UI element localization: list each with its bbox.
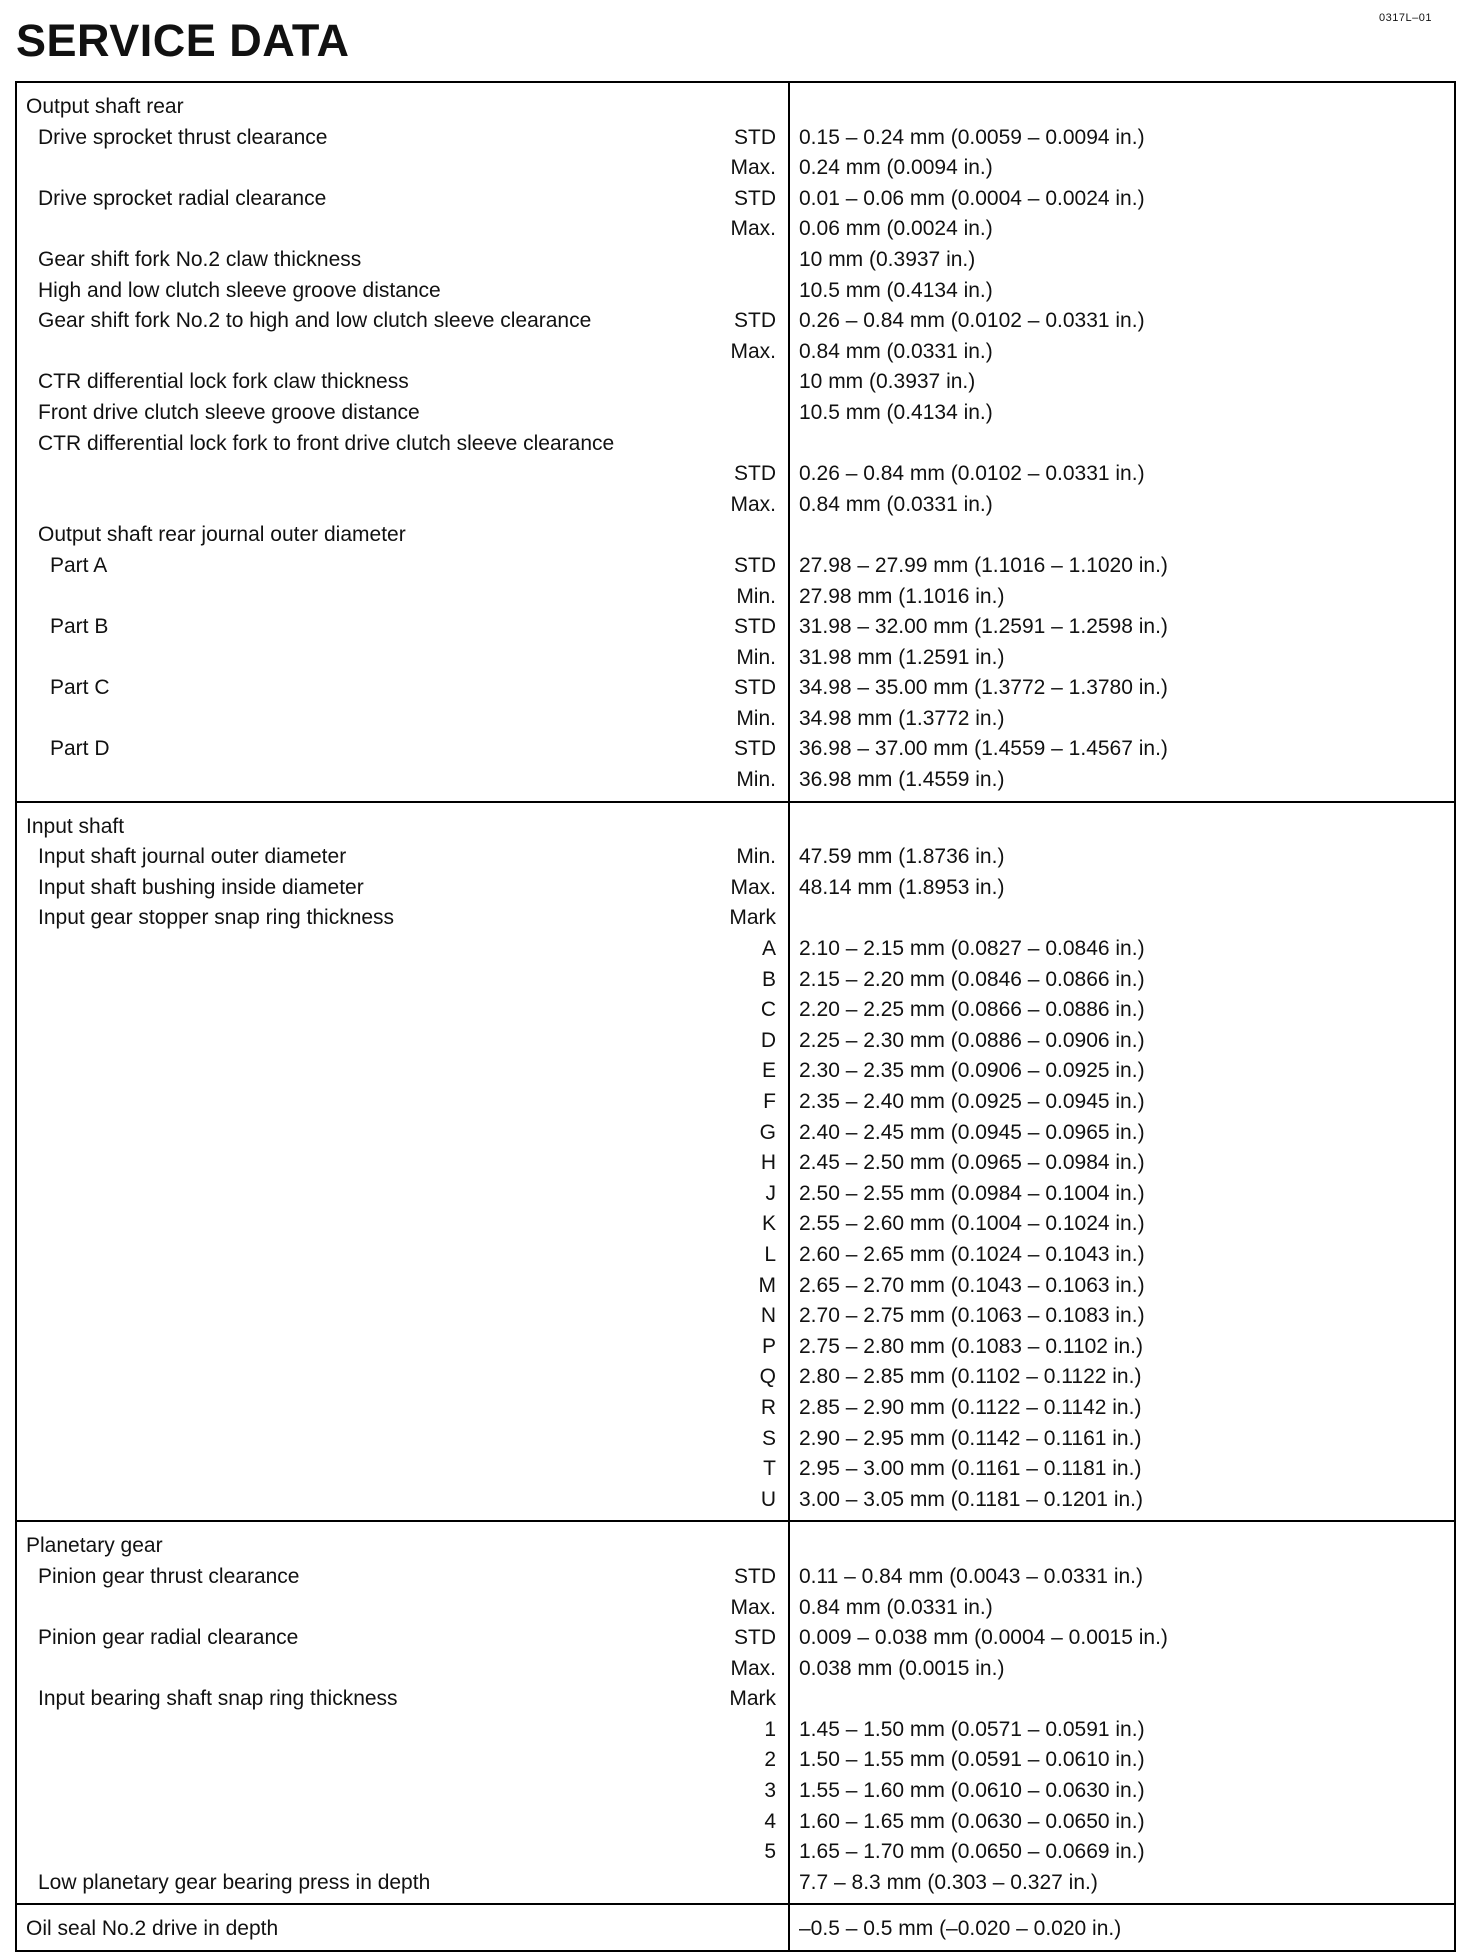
spec-qualifier: STD xyxy=(734,737,776,761)
spec-section xyxy=(17,803,1454,1523)
spec-row xyxy=(17,812,788,843)
spec-qualifier: STD xyxy=(734,309,776,333)
spec-qualifier: K xyxy=(761,1212,776,1236)
spec-row xyxy=(17,1118,788,1149)
spec-label xyxy=(17,459,698,490)
spec-value: 0.15 – 0.24 mm (0.0059 – 0.0094 in.) xyxy=(799,125,1145,149)
spec-label xyxy=(17,1209,698,1240)
spec-value: 34.98 – 35.00 mm (1.3772 – 1.3780 in.) xyxy=(799,676,1168,700)
spec-qualifier: 5 xyxy=(764,1840,776,1864)
spec-label xyxy=(17,1301,698,1332)
spec-qualifier: H xyxy=(760,1151,776,1175)
spec-qualifier xyxy=(698,398,788,429)
spec-row xyxy=(17,734,788,765)
spec-qualifier xyxy=(698,1531,788,1562)
spec-label: Drive sprocket thrust clearance xyxy=(38,125,328,149)
spec-qualifier: C xyxy=(760,998,776,1022)
spec-row xyxy=(17,704,788,735)
spec-qualifier: D xyxy=(760,1028,776,1052)
spec-row xyxy=(17,1271,788,1302)
spec-values-column xyxy=(790,1522,1454,1903)
spec-qualifier: P xyxy=(761,1334,776,1358)
spec-qualifier xyxy=(698,520,788,551)
spec-value: 2.55 – 2.60 mm (0.1004 – 0.1024 in.) xyxy=(799,1212,1145,1236)
spec-qualifier: G xyxy=(759,1120,776,1144)
section-heading: Input shaft xyxy=(26,814,125,838)
spec-qualifier: STD xyxy=(734,186,776,210)
spec-row xyxy=(17,765,788,796)
spec-label xyxy=(17,995,698,1026)
spec-value: 31.98 mm (1.2591 in.) xyxy=(799,645,1005,669)
spec-row xyxy=(17,903,788,934)
section-heading: Planetary gear xyxy=(26,1534,163,1558)
spec-qualifier: L xyxy=(764,1242,776,1266)
spec-value: 0.038 mm (0.0015 in.) xyxy=(799,1656,1005,1680)
spec-row xyxy=(17,1332,788,1363)
spec-qualifier: STD xyxy=(734,1626,776,1650)
spec-value: 10 mm (0.3937 in.) xyxy=(799,370,976,394)
spec-value: 0.01 – 0.06 mm (0.0004 – 0.0024 in.) xyxy=(799,186,1145,210)
spec-qualifier: S xyxy=(761,1426,776,1450)
spec-label xyxy=(17,934,698,965)
spec-qualifier: Min. xyxy=(736,645,776,669)
spec-row xyxy=(17,1593,788,1624)
spec-label xyxy=(17,1807,698,1838)
spec-label: High and low clutch sleeve groove distance xyxy=(38,278,441,302)
spec-row xyxy=(17,582,788,613)
spec-label xyxy=(17,1593,698,1624)
spec-label xyxy=(17,337,698,368)
spec-label: Pinion gear thrust clearance xyxy=(38,1564,300,1588)
spec-label xyxy=(17,1485,698,1516)
spec-qualifier: 1 xyxy=(764,1717,776,1741)
spec-qualifier: Mark xyxy=(729,906,776,930)
spec-label xyxy=(17,1776,698,1807)
spec-value: –0.5 – 0.5 mm (–0.020 – 0.020 in.) xyxy=(799,1917,1122,1941)
service-data-table xyxy=(15,81,1456,1952)
spec-labels-column xyxy=(17,1522,790,1903)
spec-value: 1.55 – 1.60 mm (0.0610 – 0.0630 in.) xyxy=(799,1779,1145,1803)
spec-qualifier: U xyxy=(760,1487,776,1511)
spec-qualifier xyxy=(698,812,788,843)
spec-label: Low planetary gear bearing press in depth xyxy=(38,1870,431,1894)
spec-label xyxy=(17,765,698,796)
spec-value: 1.65 – 1.70 mm (0.0650 – 0.0669 in.) xyxy=(799,1840,1145,1864)
spec-label: Part B xyxy=(50,615,109,639)
spec-value: 2.95 – 3.00 mm (0.1161 – 0.1181 in.) xyxy=(799,1457,1142,1481)
spec-row xyxy=(17,520,788,551)
spec-row xyxy=(17,398,788,429)
spec-row xyxy=(17,1148,788,1179)
spec-row xyxy=(17,429,788,460)
spec-row xyxy=(17,276,788,307)
spec-value: 3.00 – 3.05 mm (0.1181 – 0.1201 in.) xyxy=(799,1487,1143,1511)
spec-row xyxy=(17,842,788,873)
spec-qualifier: STD xyxy=(734,462,776,486)
spec-qualifier: Min. xyxy=(736,768,776,792)
spec-label xyxy=(17,643,698,674)
spec-value: 2.20 – 2.25 mm (0.0866 – 0.0886 in.) xyxy=(799,998,1145,1022)
spec-row xyxy=(17,306,788,337)
spec-label xyxy=(17,1056,698,1087)
spec-value: 10.5 mm (0.4134 in.) xyxy=(799,278,993,302)
spec-label xyxy=(17,965,698,996)
spec-label xyxy=(17,1240,698,1271)
spec-value xyxy=(790,812,1454,843)
spec-value: 2.45 – 2.50 mm (0.0965 – 0.0984 in.) xyxy=(799,1151,1145,1175)
spec-qualifier xyxy=(698,429,788,460)
spec-row xyxy=(17,612,788,643)
spec-row xyxy=(17,1424,788,1455)
spec-value: 47.59 mm (1.8736 in.) xyxy=(799,845,1005,869)
spec-row xyxy=(17,1485,788,1516)
spec-qualifier: 3 xyxy=(764,1779,776,1803)
spec-row xyxy=(17,1776,788,1807)
spec-qualifier: T xyxy=(763,1457,776,1481)
spec-section xyxy=(17,1905,1454,1950)
spec-row xyxy=(17,1209,788,1240)
spec-value: 2.10 – 2.15 mm (0.0827 – 0.0846 in.) xyxy=(799,937,1145,961)
spec-label: Part A xyxy=(50,553,108,577)
spec-row xyxy=(17,1026,788,1057)
spec-label xyxy=(17,1332,698,1363)
spec-qualifier: F xyxy=(763,1090,776,1113)
spec-qualifier: STD xyxy=(734,1564,776,1588)
spec-value xyxy=(790,1531,1454,1562)
spec-value: 2.60 – 2.65 mm (0.1024 – 0.1043 in.) xyxy=(799,1242,1145,1266)
spec-labels-column xyxy=(17,803,790,1521)
section-heading: Output shaft rear xyxy=(26,95,184,118)
spec-qualifier: Max. xyxy=(730,339,776,363)
spec-value: 27.98 – 27.99 mm (1.1016 – 1.1020 in.) xyxy=(799,553,1168,577)
spec-value: 2.30 – 2.35 mm (0.0906 – 0.0925 in.) xyxy=(799,1059,1145,1083)
spec-label xyxy=(17,582,698,613)
spec-value: 0.009 – 0.038 mm (0.0004 – 0.0015 in.) xyxy=(799,1626,1168,1650)
spec-value: 1.60 – 1.65 mm (0.0630 – 0.0650 in.) xyxy=(799,1809,1145,1833)
spec-value: 10.5 mm (0.4134 in.) xyxy=(799,400,993,424)
spec-qualifier: STD xyxy=(734,615,776,639)
spec-row xyxy=(17,153,788,184)
spec-row xyxy=(17,1531,788,1562)
spec-row xyxy=(17,1914,788,1945)
spec-value: 27.98 mm (1.1016 in.) xyxy=(799,584,1005,608)
spec-qualifier: 4 xyxy=(764,1809,776,1833)
spec-labels-column xyxy=(17,1905,790,1950)
spec-value: 10 mm (0.3937 in.) xyxy=(799,247,976,271)
spec-value: 2.75 – 2.80 mm (0.1083 – 0.1102 in.) xyxy=(799,1334,1143,1358)
spec-label: Input gear stopper snap ring thickness xyxy=(38,906,395,930)
spec-qualifier: M xyxy=(758,1273,776,1297)
spec-value: 0.24 mm (0.0094 in.) xyxy=(799,156,993,180)
spec-row xyxy=(17,1684,788,1715)
section-heading: Oil seal No.2 drive in depth xyxy=(26,1917,279,1941)
spec-row xyxy=(17,1240,788,1271)
spec-label: Pinion gear radial clearance xyxy=(38,1626,299,1650)
spec-label: Front drive clutch sleeve groove distance xyxy=(38,400,420,424)
spec-label xyxy=(17,1118,698,1149)
spec-values-column xyxy=(790,803,1454,1521)
spec-value: 2.90 – 2.95 mm (0.1142 – 0.1161 in.) xyxy=(799,1426,1142,1450)
spec-row xyxy=(17,1745,788,1776)
spec-qualifier xyxy=(698,245,788,276)
spec-row xyxy=(17,214,788,245)
spec-row xyxy=(17,643,788,674)
spec-row xyxy=(17,965,788,996)
spec-label: Part C xyxy=(50,676,110,700)
spec-label: CTR differential lock fork claw thickness xyxy=(38,370,409,394)
spec-section xyxy=(17,1522,1454,1905)
spec-row xyxy=(17,459,788,490)
spec-value: 36.98 mm (1.4559 in.) xyxy=(799,768,1005,792)
spec-label xyxy=(17,1087,698,1118)
spec-labels-column xyxy=(17,83,790,801)
spec-label: Part D xyxy=(50,737,110,761)
spec-row xyxy=(17,1301,788,1332)
spec-value: 2.15 – 2.20 mm (0.0846 – 0.0866 in.) xyxy=(799,967,1145,991)
spec-qualifier: Min. xyxy=(736,706,776,730)
spec-label: Drive sprocket radial clearance xyxy=(38,186,327,210)
spec-value xyxy=(790,903,1454,934)
spec-qualifier: STD xyxy=(734,553,776,577)
spec-row xyxy=(17,551,788,582)
spec-value xyxy=(790,429,1454,460)
spec-values-column xyxy=(790,83,1454,801)
spec-label xyxy=(17,1362,698,1393)
spec-label xyxy=(17,1424,698,1455)
spec-qualifier: STD xyxy=(734,676,776,700)
spec-value: 2.50 – 2.55 mm (0.0984 – 0.1004 in.) xyxy=(799,1181,1145,1205)
spec-value: 0.84 mm (0.0331 in.) xyxy=(799,1595,993,1619)
spec-value: 0.26 – 0.84 mm (0.0102 – 0.0331 in.) xyxy=(799,309,1145,333)
spec-value: 36.98 – 37.00 mm (1.4559 – 1.4567 in.) xyxy=(799,737,1168,761)
spec-row xyxy=(17,1837,788,1868)
spec-row xyxy=(17,1393,788,1424)
spec-qualifier: Max. xyxy=(730,875,776,899)
spec-qualifier: Max. xyxy=(730,156,776,180)
spec-row xyxy=(17,1623,788,1654)
spec-label xyxy=(17,1454,698,1485)
spec-label: Input shaft journal outer diameter xyxy=(38,845,347,869)
spec-qualifier xyxy=(698,367,788,398)
spec-value: 2.80 – 2.85 mm (0.1102 – 0.1122 in.) xyxy=(799,1365,1142,1389)
spec-label xyxy=(17,1148,698,1179)
spec-qualifier: N xyxy=(760,1304,776,1328)
spec-row xyxy=(17,367,788,398)
spec-value: 2.25 – 2.30 mm (0.0886 – 0.0906 in.) xyxy=(799,1028,1145,1052)
spec-qualifier: Min. xyxy=(736,584,776,608)
spec-value: 2.35 – 2.40 mm (0.0925 – 0.0945 in.) xyxy=(799,1090,1145,1113)
spec-value: 1.50 – 1.55 mm (0.0591 – 0.0610 in.) xyxy=(799,1748,1145,1772)
spec-qualifier: R xyxy=(760,1395,776,1419)
spec-label xyxy=(17,1715,698,1746)
spec-qualifier: Max. xyxy=(730,1595,776,1619)
spec-row xyxy=(17,1056,788,1087)
spec-row xyxy=(17,1362,788,1393)
spec-value: 7.7 – 8.3 mm (0.303 – 0.327 in.) xyxy=(799,1870,1098,1894)
spec-value: 2.65 – 2.70 mm (0.1043 – 0.1063 in.) xyxy=(799,1273,1145,1297)
spec-value: 0.26 – 0.84 mm (0.0102 – 0.0331 in.) xyxy=(799,462,1145,486)
spec-qualifier: Max. xyxy=(730,492,776,516)
spec-row xyxy=(17,92,788,123)
spec-qualifier xyxy=(698,1868,788,1899)
spec-qualifier: Min. xyxy=(736,845,776,869)
spec-value: 48.14 mm (1.8953 in.) xyxy=(799,875,1005,899)
spec-value: 0.06 mm (0.0024 in.) xyxy=(799,217,993,241)
spec-label xyxy=(17,214,698,245)
spec-label xyxy=(17,704,698,735)
spec-value: 2.40 – 2.45 mm (0.0945 – 0.0965 in.) xyxy=(799,1120,1145,1144)
spec-row xyxy=(17,184,788,215)
spec-row xyxy=(17,1654,788,1685)
spec-row xyxy=(17,673,788,704)
spec-qualifier: STD xyxy=(734,125,776,149)
spec-row xyxy=(17,1454,788,1485)
spec-value: 0.84 mm (0.0331 in.) xyxy=(799,339,993,363)
spec-qualifier xyxy=(698,1914,788,1945)
spec-qualifier: Max. xyxy=(730,217,776,241)
spec-row xyxy=(17,1715,788,1746)
spec-qualifier: E xyxy=(761,1059,776,1083)
spec-qualifier: Max. xyxy=(730,1656,776,1680)
spec-row xyxy=(17,337,788,368)
spec-value: 2.85 – 2.90 mm (0.1122 – 0.1142 in.) xyxy=(799,1395,1142,1419)
spec-label xyxy=(17,1745,698,1776)
spec-row xyxy=(17,934,788,965)
spec-qualifier: Q xyxy=(759,1365,776,1389)
spec-row xyxy=(17,995,788,1026)
spec-value xyxy=(790,1684,1454,1715)
spec-values-column xyxy=(790,1905,1454,1950)
spec-label: Output shaft rear journal outer diameter xyxy=(38,523,406,547)
spec-label xyxy=(17,1654,698,1685)
spec-row xyxy=(17,490,788,521)
spec-qualifier xyxy=(698,92,788,123)
spec-label xyxy=(17,1837,698,1868)
spec-row xyxy=(17,873,788,904)
spec-qualifier: J xyxy=(765,1181,776,1205)
spec-label: Input bearing shaft snap ring thickness xyxy=(38,1687,398,1711)
spec-row xyxy=(17,1562,788,1593)
spec-row xyxy=(17,1807,788,1838)
spec-label xyxy=(17,1179,698,1210)
spec-value: 31.98 – 32.00 mm (1.2591 – 1.2598 in.) xyxy=(799,615,1168,639)
spec-value: 0.11 – 0.84 mm (0.0043 – 0.0331 in.) xyxy=(799,1564,1143,1588)
spec-row xyxy=(17,1179,788,1210)
spec-value: 1.45 – 1.50 mm (0.0571 – 0.0591 in.) xyxy=(799,1717,1145,1741)
spec-row xyxy=(17,123,788,154)
page-title: SERVICE DATA xyxy=(16,15,350,66)
spec-label xyxy=(17,1271,698,1302)
spec-value xyxy=(790,520,1454,551)
document-code: 0317L–01 xyxy=(1379,12,1432,24)
spec-row xyxy=(17,1087,788,1118)
spec-qualifier: 2 xyxy=(764,1748,776,1772)
spec-label xyxy=(17,1026,698,1057)
spec-label xyxy=(17,1393,698,1424)
spec-row xyxy=(17,245,788,276)
spec-qualifier: B xyxy=(761,967,776,991)
spec-section xyxy=(17,83,1454,803)
spec-qualifier: Mark xyxy=(729,1687,776,1711)
spec-value: 34.98 mm (1.3772 in.) xyxy=(799,706,1005,730)
spec-value: 0.84 mm (0.0331 in.) xyxy=(799,492,993,516)
spec-label: Gear shift fork No.2 claw thickness xyxy=(38,247,362,271)
spec-value: 2.70 – 2.75 mm (0.1063 – 0.1083 in.) xyxy=(799,1304,1145,1328)
spec-qualifier: A xyxy=(761,937,776,961)
spec-label: Input shaft bushing inside diameter xyxy=(38,875,364,899)
spec-label xyxy=(17,490,698,521)
spec-qualifier xyxy=(698,276,788,307)
spec-label xyxy=(17,153,698,184)
spec-label: Gear shift fork No.2 to high and low clutch sleeve clearance xyxy=(38,309,592,333)
spec-row xyxy=(17,1868,788,1899)
spec-label: CTR differential lock fork to front drive clutch sleeve clearance xyxy=(38,431,615,455)
spec-value xyxy=(790,92,1454,123)
